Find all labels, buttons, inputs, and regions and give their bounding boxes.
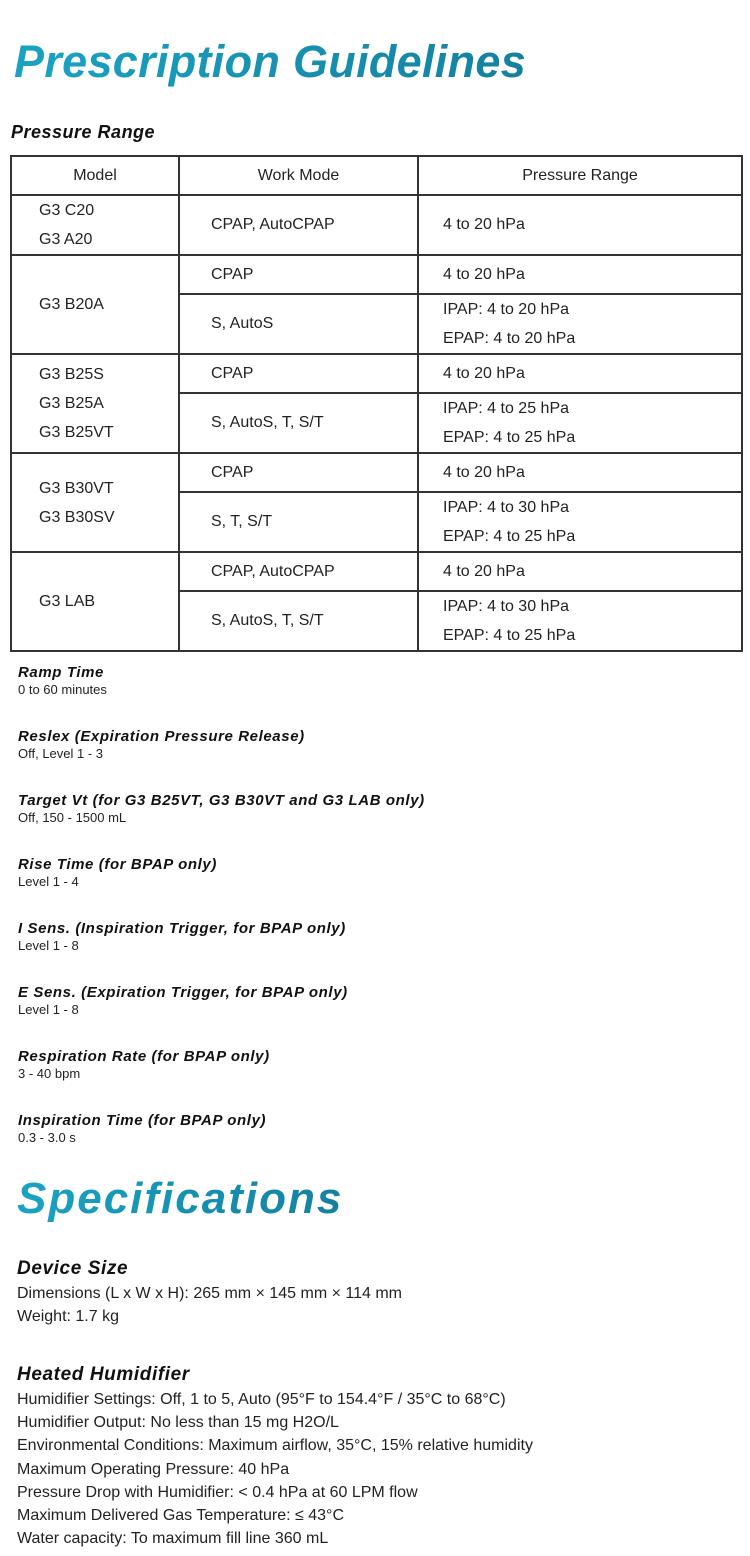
param-target-vt xyxy=(18,791,425,826)
param-title: Reslex (Expiration Pressure Release) xyxy=(18,728,305,745)
heated-humidifier-heading: Heated Humidifier xyxy=(17,1364,190,1385)
pressure-cell xyxy=(418,294,742,354)
spec-line: Humidifier Settings: Off, 1 to 5, Auto (95°F to 154.4°F / 35°C to 68°C) xyxy=(17,1391,506,1408)
header-model: Model xyxy=(11,156,179,195)
epap-value: EPAP: 4 to 25 hPa xyxy=(443,429,576,446)
param-value: Level 1 - 8 xyxy=(18,1002,79,1017)
param-respiration-rate xyxy=(18,1047,270,1082)
epap-value: EPAP: 4 to 25 hPa xyxy=(443,528,576,545)
spec-line: Maximum Operating Pressure: 40 hPa xyxy=(17,1460,290,1478)
param-title: Ramp Time xyxy=(18,664,104,681)
param-value: 0 to 60 minutes xyxy=(18,682,107,697)
work-mode-cell: CPAP, AutoCPAP xyxy=(179,552,418,591)
pressure-cell xyxy=(418,492,742,552)
spec-line: Water capacity: To maximum fill line 360 mL xyxy=(17,1530,329,1548)
pressure-cell xyxy=(418,591,742,651)
pressure-cell: 4 to 20 hPa xyxy=(418,354,742,393)
param-i-sens xyxy=(18,919,346,954)
param-title: Rise Time (for BPAP only) xyxy=(18,856,217,873)
epap-value: EPAP: 4 to 25 hPa xyxy=(443,627,576,644)
spec-line: Dimensions (L x W x H): 265 mm × 145 mm × 114 mm xyxy=(17,1285,402,1302)
param-value: 3 - 40 bpm xyxy=(18,1066,81,1081)
model-name: G3 B20A xyxy=(39,296,104,313)
model-name: G3 LAB xyxy=(39,593,96,610)
table-row xyxy=(11,255,742,294)
param-rise-time xyxy=(18,855,217,890)
spec-line: Environmental Conditions: Maximum airflow, 35°C, 15% relative humidity xyxy=(17,1437,533,1455)
param-title: I Sens. (Inspiration Trigger, for BPAP only) xyxy=(18,920,346,937)
param-title: E Sens. (Expiration Trigger, for BPAP only) xyxy=(18,984,348,1001)
model-name: G3 B30SV xyxy=(39,508,115,526)
param-ramp-time xyxy=(18,663,107,698)
epap-value: EPAP: 4 to 20 hPa xyxy=(443,330,576,347)
table-row xyxy=(11,453,742,492)
work-mode-cell: S, AutoS xyxy=(179,294,418,354)
model-cell xyxy=(11,453,179,552)
param-title: Respiration Rate (for BPAP only) xyxy=(18,1048,270,1065)
work-mode-cell: CPAP xyxy=(179,453,418,492)
ipap-value: IPAP: 4 to 30 hPa xyxy=(443,499,570,516)
ipap-value: IPAP: 4 to 30 hPa xyxy=(443,598,570,615)
model-name: G3 B25VT xyxy=(39,424,114,441)
model-cell xyxy=(11,195,179,255)
model-name: G3 B25S xyxy=(39,366,104,383)
ipap-value: IPAP: 4 to 20 hPa xyxy=(443,301,570,318)
work-mode-cell: CPAP xyxy=(179,255,418,294)
header-work-mode: Work Mode xyxy=(179,156,418,195)
pressure-cell: 4 to 20 hPa xyxy=(418,552,742,591)
page-title: Prescription Guidelines xyxy=(14,36,527,87)
device-size-heading: Device Size xyxy=(17,1258,129,1279)
work-mode-cell: S, T, S/T xyxy=(179,492,418,552)
table-row xyxy=(11,195,742,255)
table-row xyxy=(11,354,742,393)
param-title: Inspiration Time (for BPAP only) xyxy=(18,1112,267,1129)
pressure-cell: 4 to 20 hPa xyxy=(418,453,742,492)
pressure-cell: 4 to 20 hPa xyxy=(418,195,742,255)
work-mode-cell: S, AutoS, T, S/T xyxy=(179,591,418,651)
header-pressure-range: Pressure Range xyxy=(418,156,742,195)
model-name: G3 C20 xyxy=(39,202,95,219)
model-name: G3 A20 xyxy=(39,231,93,248)
model-cell xyxy=(11,354,179,453)
model-name: G3 B30VT xyxy=(39,479,114,497)
param-value: Off, 150 - 1500 mL xyxy=(18,810,127,825)
spec-line: Maximum Delivered Gas Temperature: ≤ 43°C xyxy=(17,1507,344,1525)
work-mode-cell: CPAP xyxy=(179,354,418,393)
param-title: Target Vt (for G3 B25VT, G3 B30VT and G3 LAB only) xyxy=(18,792,425,809)
spec-line: Weight: 1.7 kg xyxy=(17,1308,119,1326)
model-name: G3 B25A xyxy=(39,395,104,412)
work-mode-cell: S, AutoS, T, S/T xyxy=(179,393,418,453)
param-value: Off, Level 1 - 3 xyxy=(18,746,104,761)
model-cell xyxy=(11,255,179,354)
param-reslex xyxy=(18,727,305,762)
pressure-cell: 4 to 20 hPa xyxy=(418,255,742,294)
spec-line: Humidifier Output: No less than 15 mg H2O/L xyxy=(17,1414,339,1432)
specifications-title: Specifications xyxy=(17,1174,344,1223)
param-value: Level 1 - 8 xyxy=(18,938,79,953)
pressure-range-table xyxy=(10,155,743,652)
param-e-sens xyxy=(18,983,348,1018)
param-value: Level 1 - 4 xyxy=(18,874,79,889)
spec-line: Pressure Drop with Humidifier: < 0.4 hPa at 60 LPM flow xyxy=(17,1483,418,1501)
ipap-value: IPAP: 4 to 25 hPa xyxy=(443,400,570,417)
param-inspiration-time xyxy=(18,1111,266,1146)
pressure-cell xyxy=(418,393,742,453)
pressure-range-heading: Pressure Range xyxy=(11,122,156,142)
param-value: 0.3 - 3.0 s xyxy=(18,1130,76,1145)
device-size-list xyxy=(17,1282,402,1328)
work-mode-cell: CPAP, AutoCPAP xyxy=(179,195,418,255)
model-cell xyxy=(11,552,179,651)
table-row xyxy=(11,552,742,591)
table-header-row xyxy=(11,156,742,195)
humidifier-spec-list xyxy=(17,1388,533,1550)
